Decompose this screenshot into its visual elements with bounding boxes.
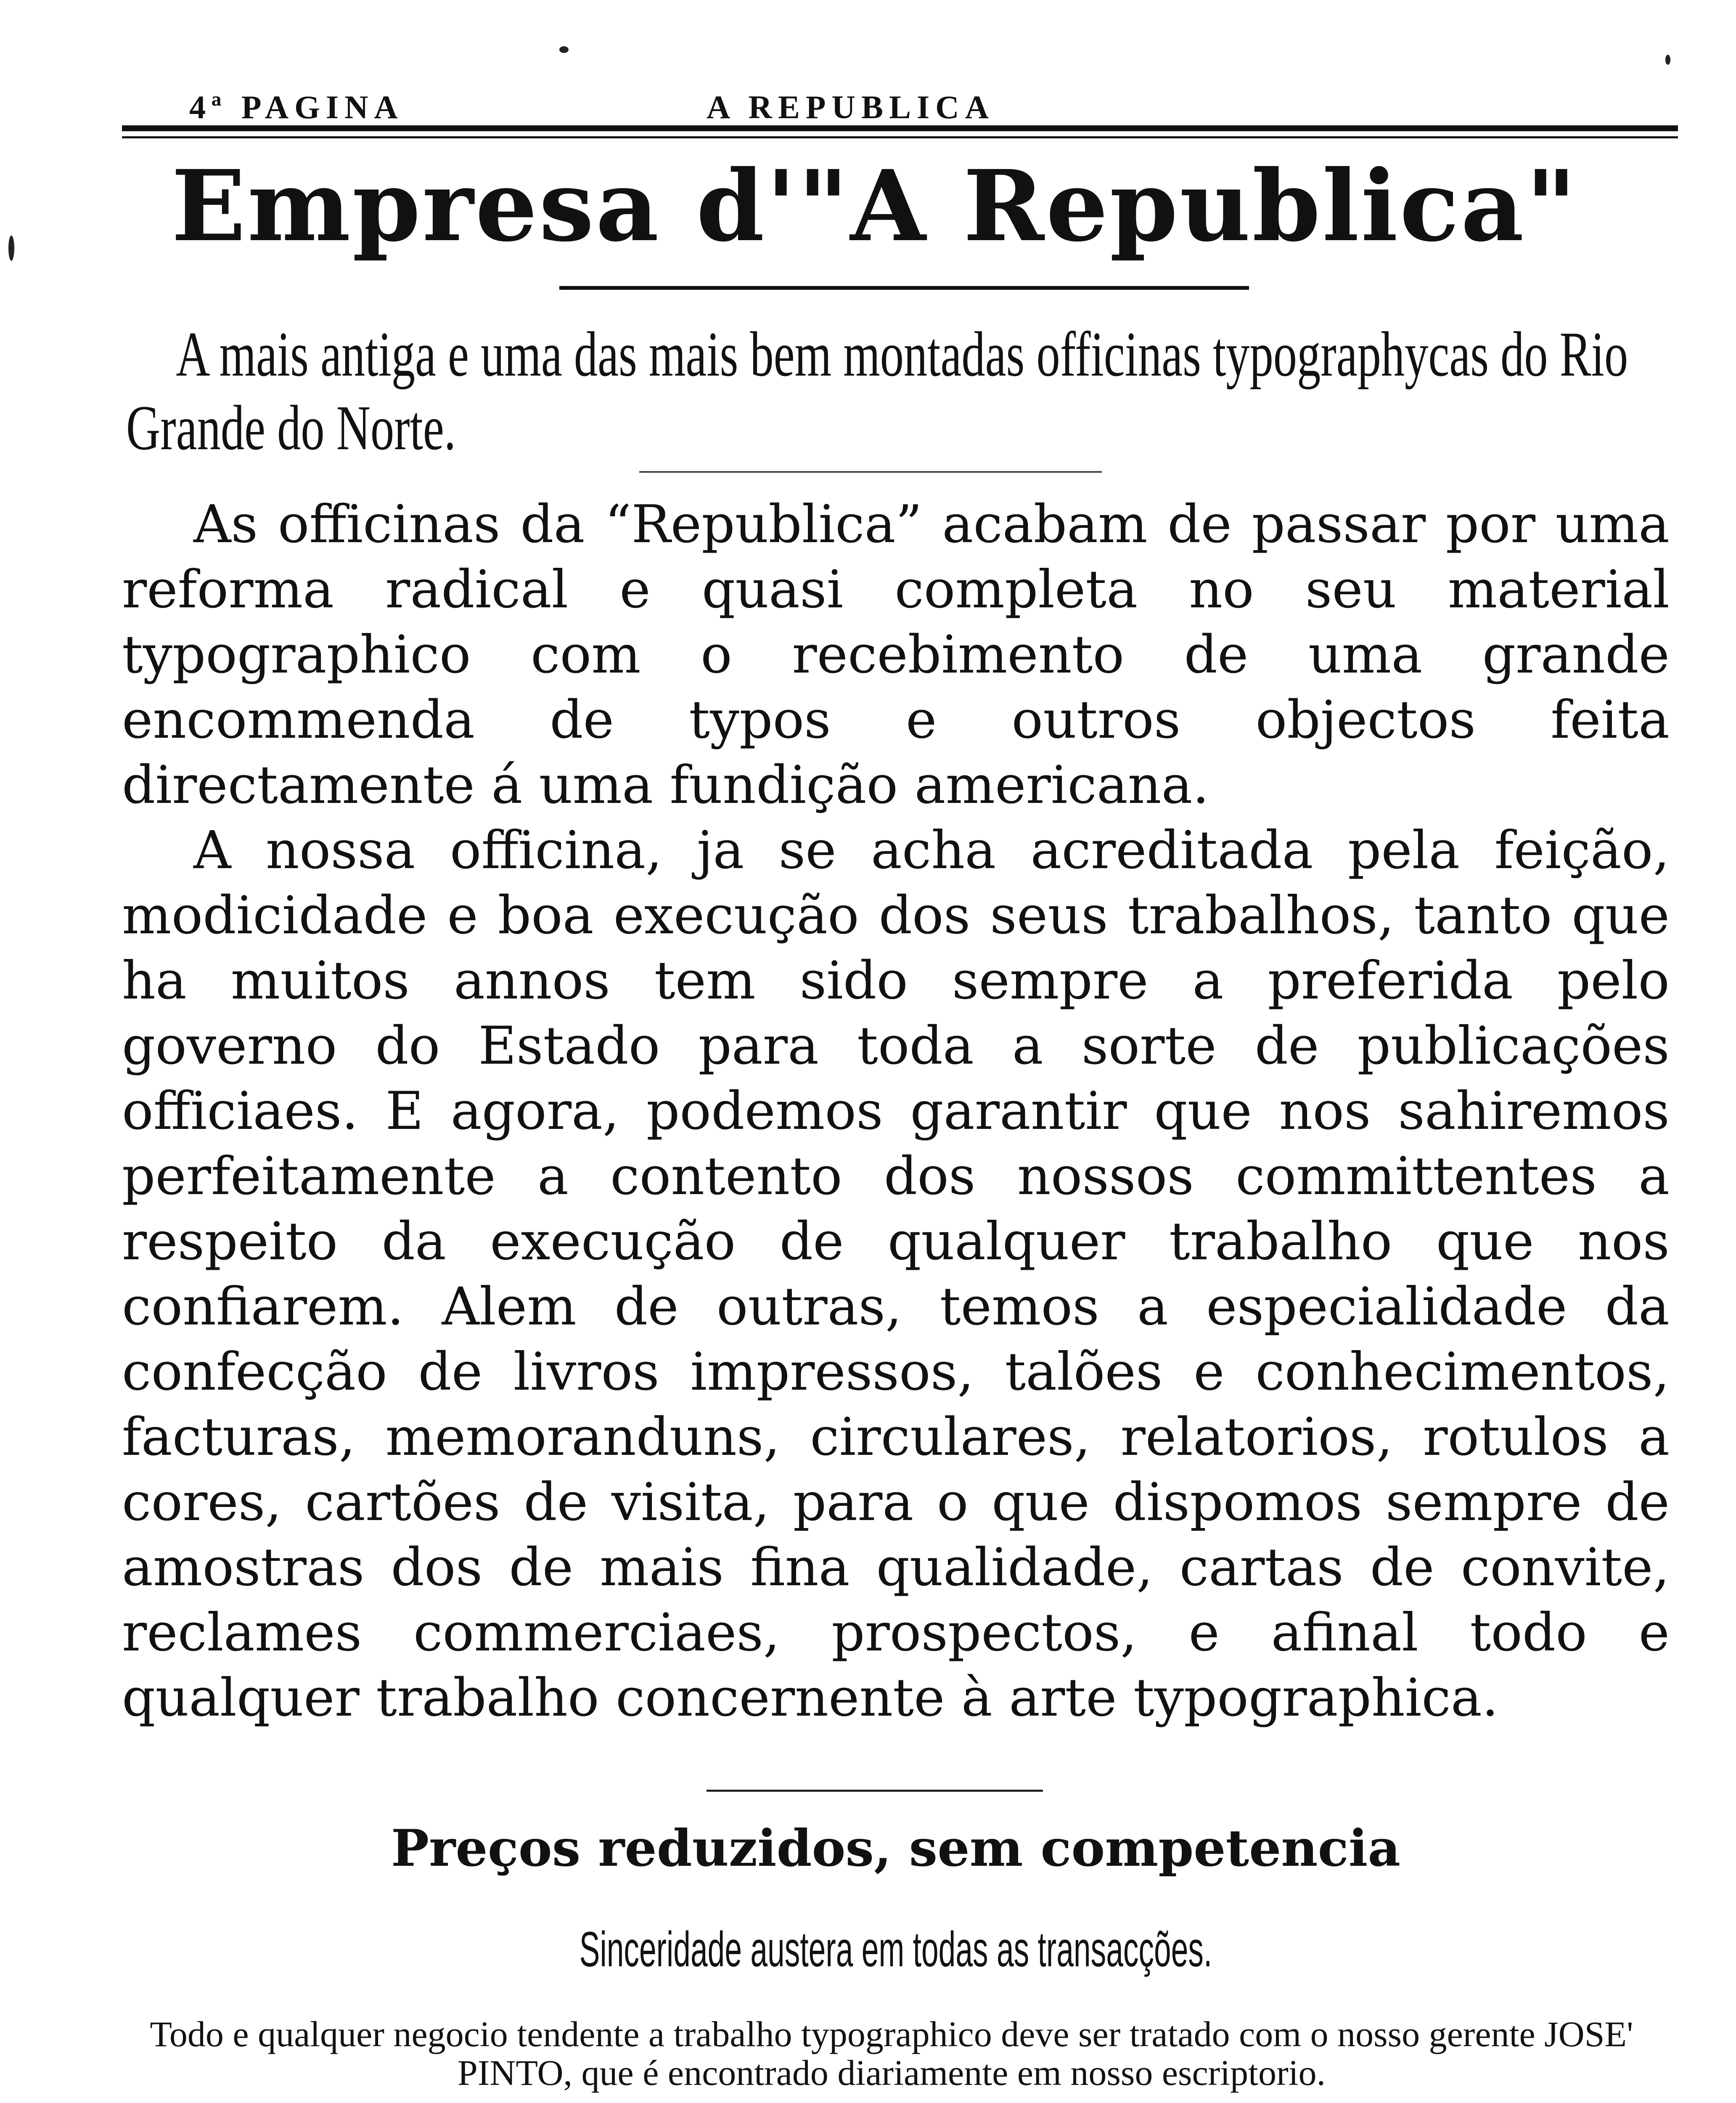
- print-speck: [8, 236, 14, 261]
- precos-heading: Preços reduzidos, sem competencia: [391, 1819, 1401, 1878]
- section-divider: [707, 1790, 1043, 1792]
- masthead-title: Empresa d'"A Republica": [171, 148, 1578, 263]
- header-rule-thin: [122, 136, 1678, 138]
- paragraph-reforma: As officinas da “Republica” acabam de passar por uma reforma radical e quasi completa no seu material typographico com o recebimento de uma grande encommenda de typos e outros objectos feita directamente á uma fundição americana.: [122, 494, 1670, 816]
- section-divider: [639, 471, 1102, 473]
- running-head: [122, 88, 1712, 126]
- page-number-label: 4ª PAGINA: [189, 89, 404, 125]
- print-speck: [1665, 55, 1670, 65]
- print-speck: [559, 46, 569, 53]
- lead-paragraph: A mais antiga e uma das mais bem montadas officinas typographycas do Rio Grande do Norte.: [126, 319, 1628, 463]
- header-rule-thick: [122, 125, 1678, 131]
- paragraph-officina: A nossa officina, ja se acha acreditada pela feição, modicidade e boa execução dos seus trabalhos, tanto que ha muitos annos tem sido sempre a preferida pelo governo do Estado para toda a sorte de publicações officiaes. E agora, podemos garantir que nos sahiremos perfeitamente a contento dos nossos committentes a respeito da execução de qualquer trabalho que nos confiarem. Alem de outras, temos a especialidade da confecção de livros impressos, talões e conhecimentos, facturas, memoranduns, circulares, relatorios, rotulos a cores, cartões de visita, para o que dispomos sempre de amostras dos de mais fina qualidade, cartas de convite, reclames commerciaes, prospectos, e afinal todo e qualquer trabalho concernente à arte typographica.: [122, 820, 1670, 1728]
- negocio-notice: Todo e qualquer negocio tendente a trabalho typographico deve ser tratado com o nosso gerente JOSE' PINTO, que é encontrado diariamente em nosso escriptorio.: [150, 2014, 1633, 2093]
- article-body: [122, 492, 1670, 1731]
- journal-name: A REPUBLICA: [707, 89, 995, 125]
- masthead-rule: [559, 286, 1249, 290]
- sinceridade-line: Sinceridade austera em todas as transacções.: [579, 1922, 1212, 1977]
